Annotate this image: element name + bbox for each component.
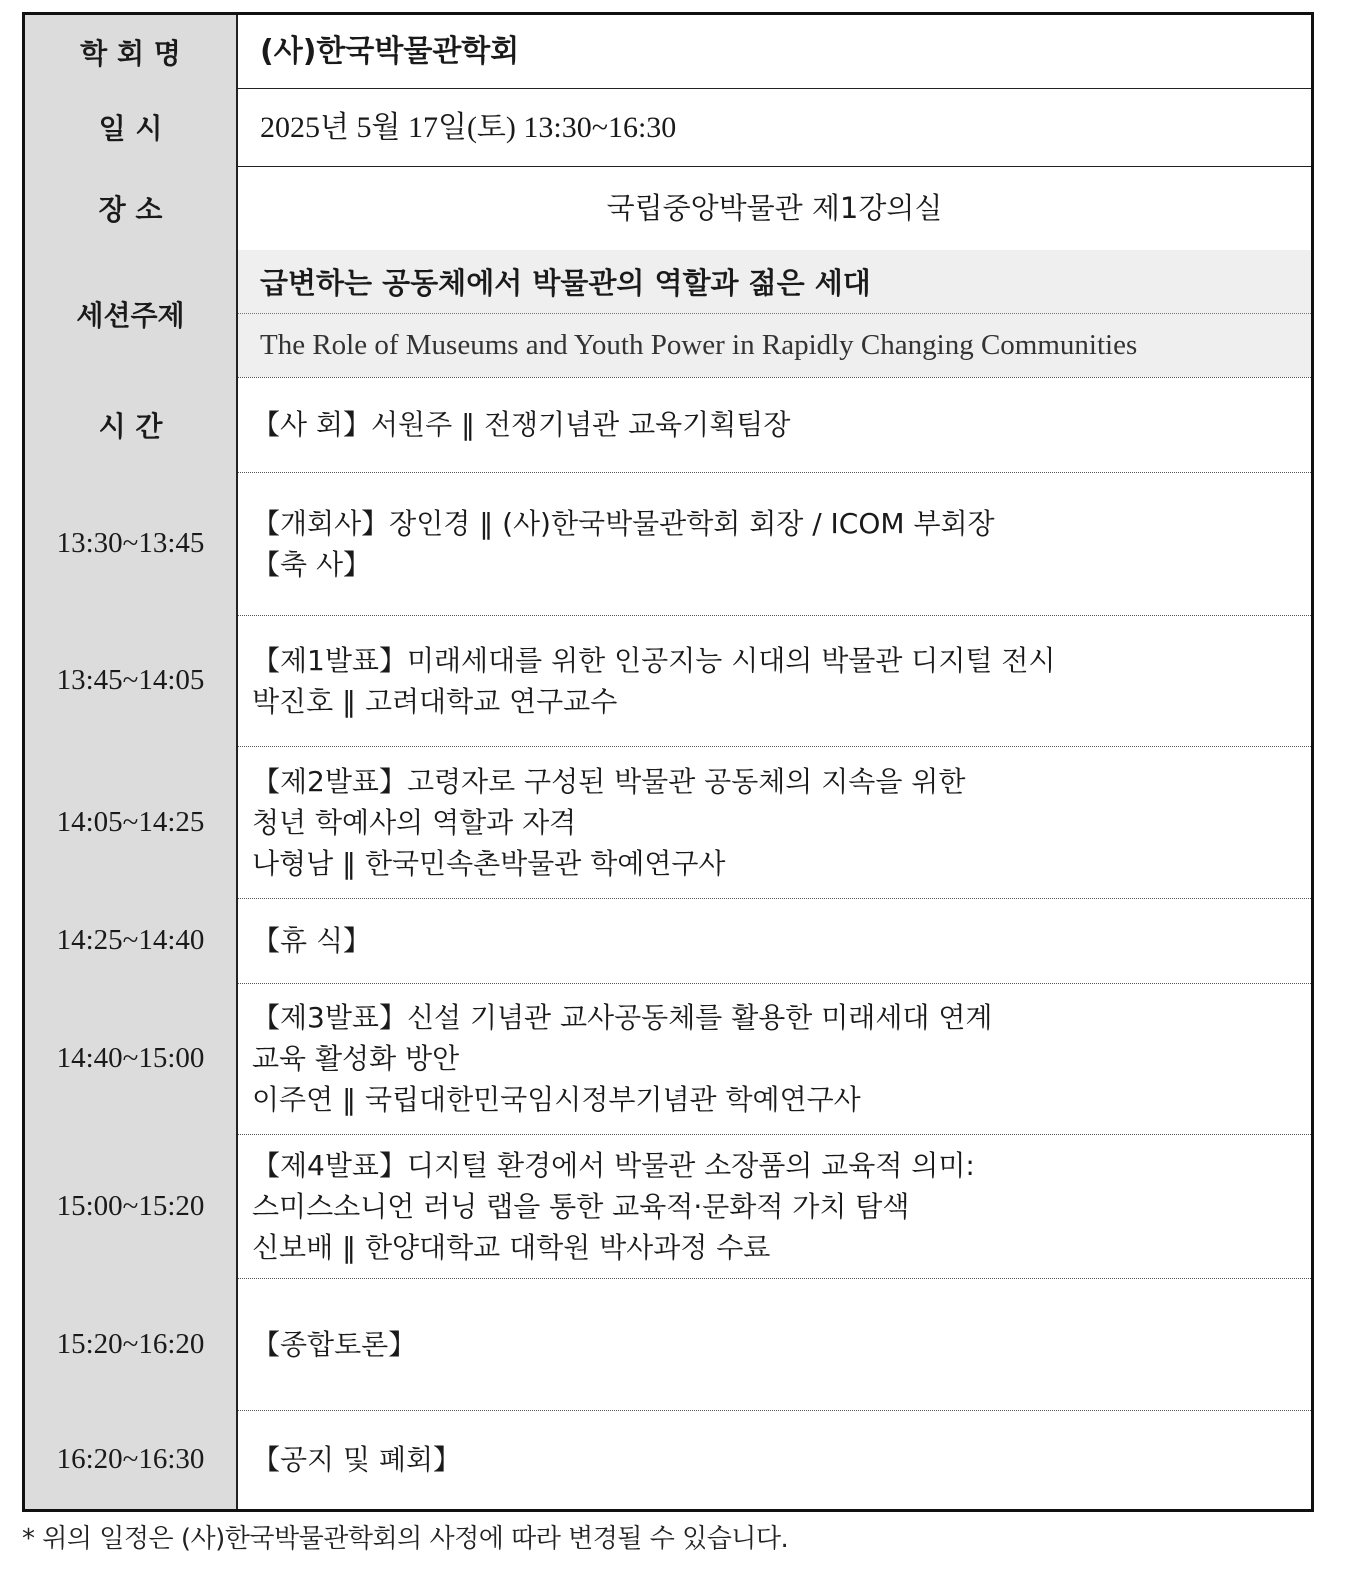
schedule-content bbox=[238, 615, 1311, 746]
schedule-time: 15:20~16:20 bbox=[25, 1278, 238, 1410]
theme-title-ko: 급변하는 공동체에서 박물관의 역할과 젊은 세대 bbox=[238, 250, 1311, 314]
theme-row bbox=[25, 250, 1311, 378]
schedule-line: 【제3발표】신설 기념관 교사공동체를 활용한 미래세대 연계 bbox=[252, 1001, 993, 1034]
schedule-line: 박진호 ‖ 고려대학교 연구교수 bbox=[252, 684, 618, 718]
society-label: 학 회 명 bbox=[25, 15, 238, 88]
schedule-line: 【제4발표】디지털 환경에서 박물관 소장품의 교육적 의미: bbox=[252, 1148, 975, 1182]
schedule-line: 【사 회】서원주 ‖ 전쟁기념관 교육기획팀장 bbox=[252, 408, 791, 441]
schedule-line: 교육 활성화 방안 bbox=[252, 1042, 460, 1075]
schedule-line: 이주연 ‖ 국립대한민국임시정부기념관 학예연구사 bbox=[252, 1083, 861, 1116]
schedule-line: 나형남 ‖ 한국민속촌박물관 학예연구사 bbox=[252, 846, 726, 880]
schedule-row bbox=[25, 377, 1311, 473]
schedule-row bbox=[25, 746, 1311, 899]
schedule-time: 13:45~14:05 bbox=[25, 615, 238, 746]
schedule-time: 14:05~14:25 bbox=[25, 746, 238, 898]
schedule-line: 스미스소니언 러닝 랩을 통한 교육적·문화적 가치 탐색 bbox=[252, 1189, 910, 1223]
schedule-time: 14:40~15:00 bbox=[25, 983, 238, 1134]
date-value: 2025년 5월 17일(토) 13:30~16:30 bbox=[260, 110, 677, 144]
schedule-row bbox=[25, 1278, 1311, 1411]
date-label: 일 시 bbox=[25, 88, 238, 166]
schedule-row bbox=[25, 1410, 1311, 1509]
venue-label: 장 소 bbox=[25, 166, 238, 250]
schedule-line: 신보배 ‖ 한양대학교 대학원 박사과정 수료 bbox=[252, 1230, 771, 1264]
date-row bbox=[25, 88, 1311, 167]
theme-label: 세션주제 bbox=[25, 250, 238, 377]
schedule-content bbox=[238, 377, 1311, 472]
schedule-line: 【종합토론】 bbox=[252, 1327, 417, 1361]
schedule-row bbox=[25, 615, 1311, 747]
schedule-content bbox=[238, 472, 1311, 615]
program-table bbox=[22, 12, 1314, 1512]
schedule-line: 【제2발표】고령자로 구성된 박물관 공동체의 지속을 위한 bbox=[252, 764, 966, 798]
schedule-content bbox=[238, 1278, 1311, 1410]
venue-value: 국립중앙박물관 제1강의실 bbox=[606, 190, 943, 225]
schedule-content bbox=[238, 983, 1311, 1134]
schedule-content bbox=[238, 1410, 1311, 1509]
schedule-line: 청년 학예사의 역할과 자격 bbox=[252, 805, 577, 839]
schedule-content bbox=[238, 898, 1311, 983]
footnote: * 위의 일정은 (사)한국박물관학회의 사정에 따라 변경될 수 있습니다. bbox=[22, 1524, 789, 1554]
society-row bbox=[25, 15, 1311, 89]
schedule-time: 13:30~13:45 bbox=[25, 472, 238, 615]
schedule-line: 【공지 및 폐회】 bbox=[252, 1443, 462, 1476]
schedule-line: 【축 사】 bbox=[252, 547, 371, 581]
schedule-row bbox=[25, 1134, 1311, 1279]
schedule-time: 14:25~14:40 bbox=[25, 898, 238, 983]
schedule-row bbox=[25, 898, 1311, 984]
schedule-content bbox=[238, 1134, 1311, 1278]
society-value: (사)한국박물관학회 bbox=[260, 34, 520, 69]
schedule-content bbox=[238, 746, 1311, 898]
schedule-row bbox=[25, 983, 1311, 1135]
theme-title-en: The Role of Museums and Youth Power in Rapidly Changing Communities bbox=[238, 314, 1311, 377]
schedule-time: 시 간 bbox=[25, 377, 238, 472]
schedule-time: 16:20~16:30 bbox=[25, 1410, 238, 1509]
schedule-row bbox=[25, 472, 1311, 616]
schedule-line: 【개회사】장인경 ‖ (사)한국박물관학회 회장 / ICOM 부회장 bbox=[252, 506, 995, 540]
schedule-time: 15:00~15:20 bbox=[25, 1134, 238, 1278]
venue-row bbox=[25, 166, 1311, 254]
schedule-line: 【제1발표】미래세대를 위한 인공지능 시대의 박물관 디지털 전시 bbox=[252, 643, 1056, 677]
schedule-line: 【휴 식】 bbox=[252, 924, 371, 957]
